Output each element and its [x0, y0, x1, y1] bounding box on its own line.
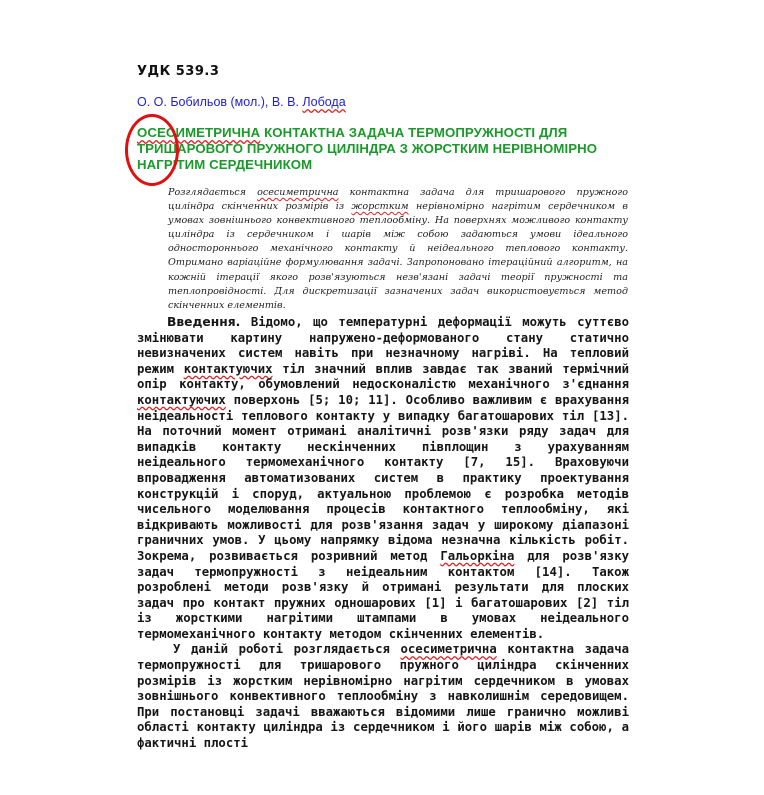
body-text — [137, 315, 629, 752]
p2-text-1: У даній роботі розглядається — [173, 642, 401, 657]
abstract-text-1: Розглядається — [168, 187, 258, 198]
p1-text-2: тіл значний вплив завдає так званий термічний опір контакту, обумовлений недосконалістю механічного з'єднання — [137, 361, 630, 392]
p1-text-3: поверхонь [5; 10; 11]. Особливо важливим є врахування неідеальності теплового контакту у випадку багатошарових тіл [13]. На поточний момент отримані аналітичні розв'язки ряду задач для випадків контакту нескінченних півплощин з урахуванням неідеального термомеханічного контакту [7, 15]. Враховуючи впровадження автоматизованих систем в практику проектування конструкцій і споруд, актуальною проблемою є розробка методів чисельного моделювання процесів контактного теплообміну, які відкривають можливості для розв'язання задач у широкому діапазоні граничних умов. У цьому напрямку відома незначна кількість робіт. Зокрема, розвивається розривний метод — [137, 392, 629, 563]
author-2-initials: В. В. — [271, 95, 303, 109]
p2-word-1: осесиметрична — [400, 642, 497, 657]
abstract-word-1: осесиметрична — [257, 187, 339, 198]
abstract-text-2: контактна задача для тришарового пружного циліндра скінченних розмірів із — [168, 187, 629, 213]
p1-text-1: Відомо, що температурні деформації можуть суттєво змінювати картину напружено-деформованого стану статично невизначених систем навіть при незначному нагріві. На тепловий режим — [137, 315, 629, 376]
udc-code: УДК 539.3 — [137, 64, 220, 79]
p1-text-4: для розв'язку задач термопружності з неідеальним контактом [14]. Також розроблені методи розв'язку й отримані результати для плоских задач про контакт пружних одношарових [1] і багатошарових [2] тіл із жорсткими нагрітими штампами в умовах неідеального термомеханічного контакту методом скінченних елементів. — [137, 548, 629, 641]
p1-word-1: контактуючих — [183, 361, 273, 376]
author-1-note: (мол.), — [227, 95, 272, 109]
section-heading-introduction: Введення. — [167, 315, 241, 329]
author-2-surname: Лобода — [302, 95, 346, 109]
p1-word-3: Гальоркіна — [440, 548, 515, 563]
title-word-misspelled: ОСЕСИМЕТРИЧНА — [137, 125, 261, 140]
abstract — [168, 186, 628, 313]
p2-text-2: контактна задача термопружності для тришарового пружного циліндра скінченних розмірів із жорстким нерівномірно нагрітим сердечником в умовах зовнішнього конвективного теплообміну з навколишнім середовищем. При постановці задачі вважаються відомими лише гранично можливі області контакту циліндра із сердечником і його шарів між собою, а фактичні плоcті — [137, 642, 630, 751]
paragraph-2 — [137, 642, 629, 751]
abstract-text-3: нерівномірно нагрітим сердечником в умовах зовнішнього конвективного теплообміну. На поверхнях можливого контакту циліндра із сердечником і шарів між собою задаються умови ідеального одностороннього механічного контакту й неідеального теплового контакту. Отримано варіаційне формулювання задачі. Запропоновано ітераційний алгоритм, на кожній ітерації якого розв'язуються незв'язані задачі теорії пружності та теплопровідності. Для дискретизації зазначених задач використовується метод скінченних елементів. — [168, 201, 628, 311]
paragraph-introduction — [137, 315, 629, 642]
p1-word-2: контактуючих — [137, 392, 226, 407]
authors-line — [137, 95, 346, 109]
paper-title — [137, 125, 607, 173]
author-1-name: О. О. Бобильов — [137, 95, 228, 109]
abstract-word-2: жорстким — [351, 201, 409, 213]
title-text: КОНТАКТНА ЗАДАЧА ТЕРМОПРУЖНОСТІ ДЛЯ ТРИШАРОВОГО ПРУЖНОГО ЦИЛІНДРА З ЖОРСТКИМ НЕРІВНОМІРНО НАГРІТИМ СЕРДЕЧНИКОМ — [137, 125, 598, 172]
